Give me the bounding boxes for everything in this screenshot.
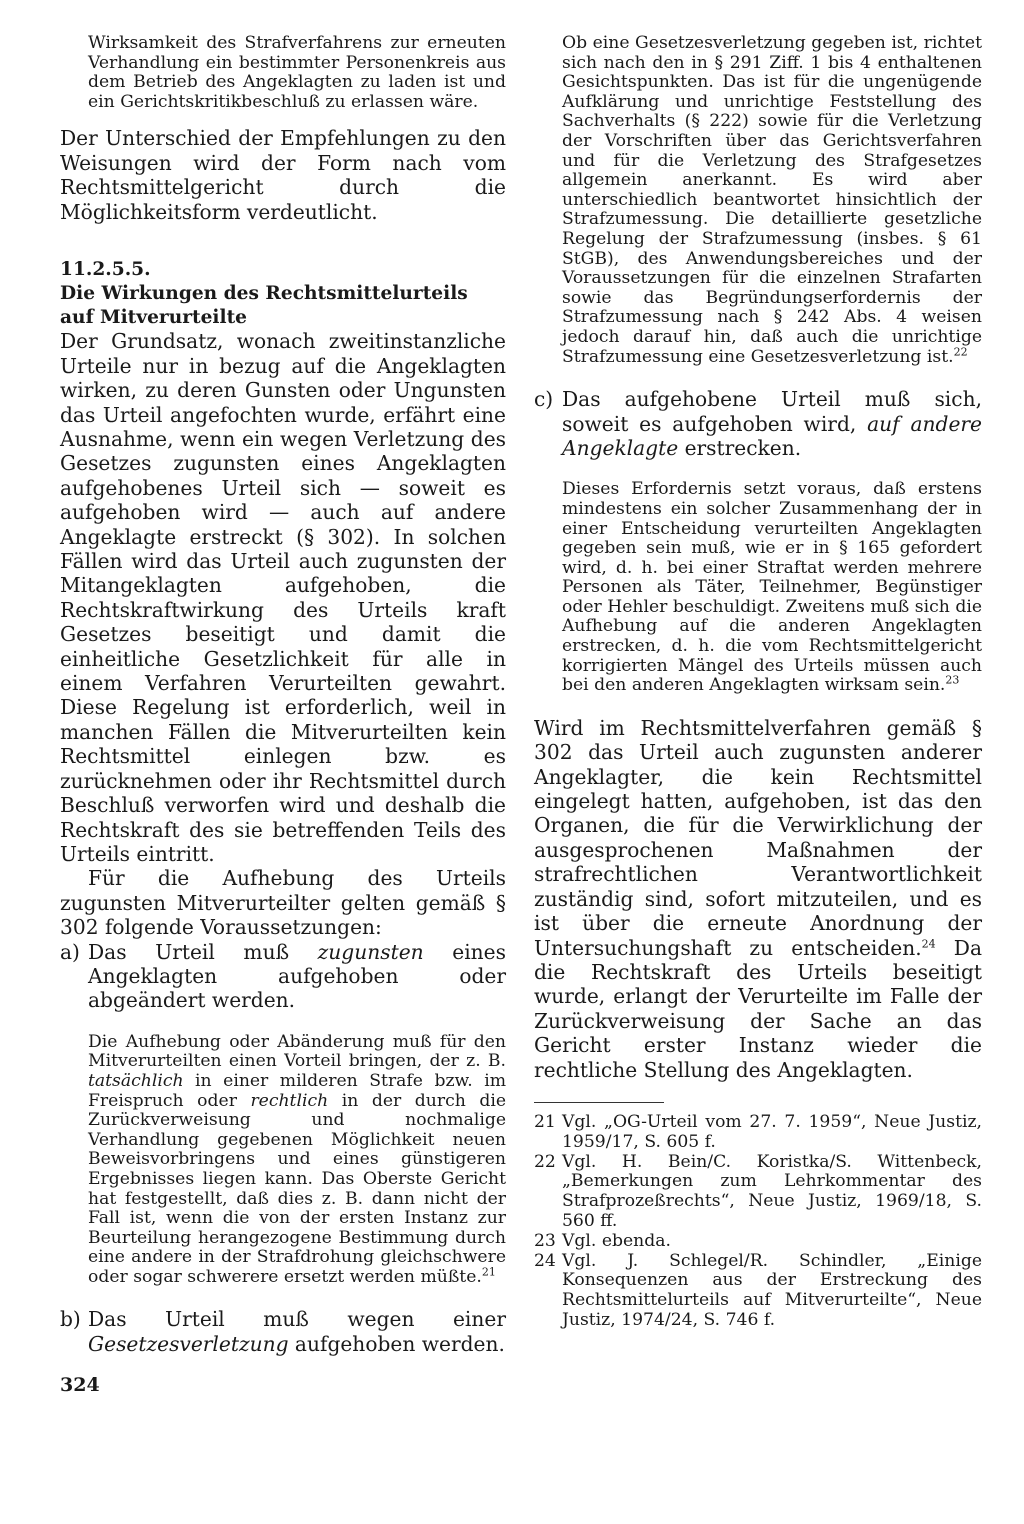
footnote-number: 23: [534, 1230, 556, 1251]
list-item-c: [534, 387, 982, 460]
section-title: Die Wirkungen des Rechtsmittelurteils auf Mitverurteilte: [60, 282, 468, 328]
list-text-a: Das Urteil muß zugunsten eines Angeklagten aufgehoben oder abgeändert werden.: [88, 939, 506, 1013]
footnote-text: Vgl. ebenda.: [562, 1230, 671, 1251]
list-item-b: [60, 1307, 506, 1356]
paragraph-grundsatz: Der Grundsatz, wonach zweitinstanzliche Urteile nur in bezug auf die Angeklagten wirken, zu deren Gunsten oder Ungunsten das Urteil angefochten wurde, erfährt eine Ausnahme, wenn ein wegen Verletzung des Gesetzes zugunsten eines Angeklagten aufgehobenes Urteil sich — soweit es aufgehoben wird — auch auf andere Angeklagte erstreckt (§ 302). In solchen Fällen wird das Urteil auch zugunsten der Mitangeklagten aufgehoben, die Rechtskraftwirkung des Urteils kraft Gesetzes beseitigt und damit die einheitliche Gesetzlichkeit für alle in einem Verfahren Verurteilten gewahrt. Diese Regelung ist erforderlich, weil in manchen Fällen die Mitverurteilten kein Rechtsmittel einlegen bzw. es zurücknehmen oder ihr Rechtsmittel durch Beschluß verworfen wird und deshalb die Rechtskraft des sie betreffenden Teils des Urteils eintritt.: [60, 329, 506, 866]
section-heading: [60, 258, 506, 329]
paragraph-rechtsmittelverfahren: Wird im Rechtsmittelverfahren gemäß § 302 das Urteil auch zugunsten anderer Angeklagter, die kein Rechtsmittel eingelegt hatten, aufgehoben, ist das den Organen, die für die Verwirklichung der ausgesprochenen Maßnahmen der strafrechtlichen Verantwortlichkeit zuständig sind, sofort mitzuteilen, und es ist über die erneute Anordnung der Untersuchungshaft zu entscheiden.$^{24}$ Da die Rechtskraft des Urteils beseitigt wurde, erlangt der Verurteilte im Falle der Zurückverweisung der Sache an das Gericht erster Instanz wieder die rechtliche Stellung des Angeklagten.: [534, 715, 982, 1082]
note-c: Dieses Erfordernis setzt voraus, daß erstens mindestens ein solcher Zusammenhang der in einer Entscheidung verurteilten Angeklagten gegeben sein muß, wie er in § 165 gefordert wird, d. h. bei einer Straftat werden mehrere Personen als Täter, Teilnehmer, Begünstiger oder Hehler beschuldigt. Zweitens muß sich die Aufhebung auf die anderen Angeklagten erstrecken, d. h. die vom Rechtsmittelgericht korrigierten Mängel des Urteils müssen auch bei den anderen Angeklagten wirksam sein.$^{23}$: [562, 479, 982, 696]
paragraph-empfehlungen: Der Unterschied der Empfehlungen zu den Weisungen wird der Form nach vom Rechtsmittelgericht durch die Möglichkeitsform verdeutlicht.: [60, 126, 506, 224]
footnote-text: Vgl. J. Schlegel/R. Schindler, „Einige Konsequenzen aus der Erstreckung des Rechtsmittelurteils auf Mitverurteilte“, Neue Justiz, 1974/24, S. 746 f.: [562, 1250, 982, 1330]
right-column: [534, 34, 982, 1331]
footnote: [534, 1113, 982, 1153]
list-marker-a: a): [60, 939, 80, 964]
list-item-a: [60, 940, 506, 1013]
footnote-number: 21: [534, 1111, 556, 1132]
list-marker-c: c): [534, 387, 554, 412]
footnotes: [534, 1113, 982, 1331]
footnote-number: 24: [534, 1250, 556, 1271]
footnote-ref-22: 22: [953, 344, 968, 358]
section-number: 11.2.5.5.: [60, 259, 151, 280]
page-number: 324: [60, 1374, 100, 1396]
paragraph-voraussetzungen: Für die Aufhebung des Urteils zugunsten Mitverurteilter gelten gemäß § 302 folgende Voraussetzungen:: [60, 866, 506, 940]
footnote-text: Vgl. H. Bein/C. Koristka/S. Wittenbeck, „Bemerkungen zum Lehrkommentar des Strafprozeßrechts“, Neue Justiz, 1969/18, S. 560 ff.: [562, 1151, 982, 1231]
footnote-ref-23: 23: [945, 673, 960, 687]
note-a: Die Aufhebung oder Abänderung muß für den Mitverurteilten einen Vorteil bringen, der z. B. tatsächlich in einer milderen Strafe bzw. im Freispruch oder rechtlich in der durch die Zurückverweisung und nochmalige Verhandlung gegebenen Möglichkeit neuen Beweisvorbringens und eines günstigeren Ergebnisses liegen kann. Das Oberste Gericht hat festgestellt, daß dies z. B. dann nicht der Fall ist, wenn die von der ersten Instanz zur Beurteilung herangezogene Bestimmung durch eine andere in der Strafdrohung gleichschwere oder sogar schwerere ersetzt werden müßte.$^{21}$: [88, 1031, 506, 1287]
list-text-c: Das aufgehobene Urteil muß sich, soweit es aufgehoben wird, auf andere Angeklagte erstrecken.: [562, 387, 982, 460]
left-column: [60, 34, 506, 1356]
footnote: [534, 1232, 982, 1252]
list-marker-b: b): [60, 1307, 81, 1332]
footnote: [534, 1153, 982, 1232]
paragraph-continuation: Wirksamkeit des Strafverfahrens zur erneuten Verhandlung ein bestimmter Personenkreis aus dem Betrieb des Angeklagten zu laden ist und ein Gerichtskritikbeschluß zu erlassen wäre.: [88, 33, 506, 112]
footnote-ref-24: 24: [921, 936, 936, 950]
footnote: [534, 1252, 982, 1331]
footnote-text: Vgl. „OG-Urteil vom 27. 7. 1959“, Neue Justiz, 1959/17, S. 605 f.: [562, 1111, 982, 1152]
footnote-divider: [534, 1102, 664, 1103]
list-text-b: Das Urteil muß wegen einer Gesetzesverletzung aufgehoben werden.: [88, 1307, 506, 1356]
footnote-number: 22: [534, 1151, 556, 1172]
footnote-ref-21: 21: [481, 1265, 496, 1279]
note-b: Ob eine Gesetzesverletzung gegeben ist, richtet sich nach den in § 291 Ziff. 1 bis 4 enthaltenen Gesichtspunkten. Das ist für die ungenügende Aufklärung und unrichtige Feststellung des Sachverhalts (§ 222) sowie für die Verletzung der Vorschriften über das Gerichtsverfahren und für die Verletzung des Strafgesetzes allgemein anerkannt. Es wird aber unterschiedlich beantwortet hinsichtlich der Strafzumessung. Die detaillierte gesetzliche Regelung der Strafzumessung (insbes. § 61 StGB), des Anwendungsbereiches und der Voraussetzungen für die einzelnen Strafarten sowie das Begründungserfordernis der Strafzumessung nach § 242 Abs. 4 weisen jedoch darauf hin, daß auch die unrichtige Strafzumessung eine Gesetzesverletzung ist.$^{22}$: [562, 33, 982, 367]
